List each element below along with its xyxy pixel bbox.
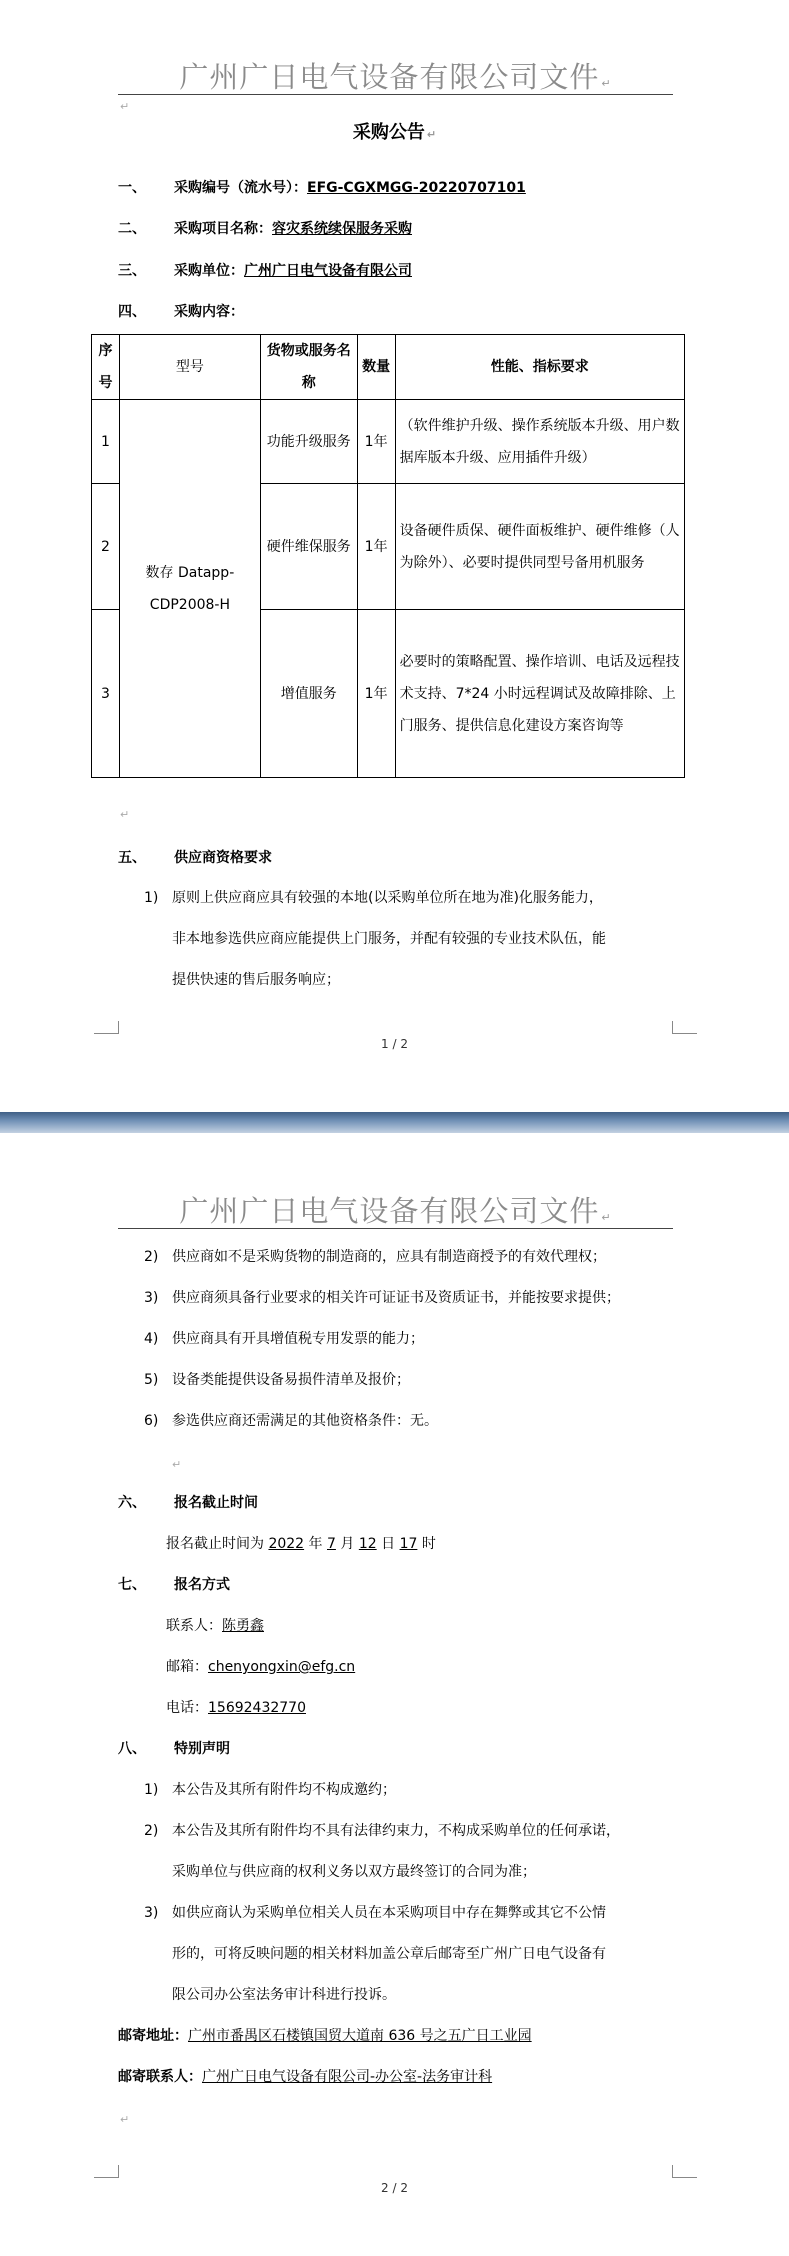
document-page-2 bbox=[0, 1133, 789, 2256]
section-declaration: 八、 特别声明 bbox=[118, 1741, 230, 1757]
qualification-item: 2) 供应商如不是采购货物的制造商的，应具有制造商授予的有效代理权； bbox=[144, 1249, 606, 1265]
cell-perf: 必要时的策略配置、操作培训、电话及远程技术支持、7*24 小时远程调试及故障排除、上门服务、提供信息化建设方案咨询等 bbox=[395, 610, 684, 778]
paragraph-mark: ↵ bbox=[172, 1458, 182, 1471]
qualification-item: 4) 供应商具有开具增值税专用发票的能力； bbox=[144, 1331, 424, 1347]
cell-goods: 增值服务 bbox=[260, 610, 357, 778]
mail-address: 邮寄地址：广州市番禺区石楼镇国贸大道南 636 号之五广日工业园 bbox=[118, 2028, 532, 2044]
qualification-item: 6) 参选供应商还需满足的其他资格条件：无。 bbox=[144, 1413, 438, 1429]
section-deadline: 六、 报名截止时间 bbox=[118, 1495, 258, 1511]
paragraph-mark: ↵ bbox=[120, 2113, 130, 2126]
qualification-item-line: 提供快速的售后服务响应； bbox=[172, 972, 340, 988]
section-qualifications: 五、 供应商资格要求 bbox=[118, 850, 272, 866]
document-page-1 bbox=[0, 0, 789, 1112]
declaration-item-line: 采购单位与供应商的权利义务以双方最终签订的合同为准； bbox=[172, 1864, 536, 1880]
procurement-table bbox=[91, 334, 685, 778]
qualification-item: 3) 供应商须具备行业要求的相关许可证证书及资质证书，并能按要求提供； bbox=[144, 1290, 620, 1306]
section-project-name: 二、 采购项目名称：容灾系统续保服务采购 bbox=[118, 221, 412, 237]
section-procurement-number: 一、 采购编号（流水号）：EFG-CGXMGG-20220707101 bbox=[118, 180, 526, 196]
letterhead-rule bbox=[118, 1228, 673, 1229]
mail-contact: 邮寄联系人：广州广日电气设备有限公司-办公室-法务审计科 bbox=[118, 2069, 493, 2085]
deadline-text: 报名截止时间为 2022 年 7 月 12 日 17 时 bbox=[166, 1536, 436, 1552]
table-header-row bbox=[92, 335, 685, 400]
declaration-item: 2) 本公告及其所有附件均不具有法律约束力，不构成采购单位的任何承诺， bbox=[144, 1823, 620, 1839]
contact-person: 联系人：陈勇鑫 bbox=[166, 1618, 264, 1634]
declaration-item: 3) 如供应商认为采购单位相关人员在本采购项目中存在舞弊或其它不公情 bbox=[144, 1905, 606, 1921]
letterhead-title: 广州广日电气设备有限公司文件 ↵ bbox=[179, 60, 612, 94]
header-model: 型号 bbox=[119, 335, 260, 400]
cell-seq: 1 bbox=[92, 400, 120, 484]
cell-qty: 1年 bbox=[357, 610, 395, 778]
cell-qty: 1年 bbox=[357, 484, 395, 610]
letterhead-rule bbox=[118, 94, 673, 95]
crop-mark bbox=[94, 1021, 119, 1034]
email-link[interactable]: chenyongxin@efg.cn bbox=[208, 1659, 356, 1675]
cell-qty: 1年 bbox=[357, 400, 395, 484]
cell-seq: 3 bbox=[92, 610, 120, 778]
qualification-item: 5) 设备类能提供设备易损件清单及报价； bbox=[144, 1372, 410, 1388]
header-goods: 货物或服务名称 bbox=[260, 335, 357, 400]
table-row bbox=[92, 400, 685, 484]
section-procurement-content: 四、 采购内容： bbox=[118, 304, 244, 320]
notice-title: 采购公告 ↵ bbox=[352, 122, 437, 143]
cell-goods: 功能升级服务 bbox=[260, 400, 357, 484]
letterhead-title: 广州广日电气设备有限公司文件 ↵ bbox=[179, 1194, 612, 1228]
declaration-item-line: 限公司办公室法务审计科进行投诉。 bbox=[172, 1987, 396, 2003]
paragraph-mark: ↵ bbox=[120, 808, 130, 821]
page-separator bbox=[0, 1112, 789, 1133]
cell-perf: （软件维护升级、操作系统版本升级、用户数据库版本升级、应用插件升级） bbox=[395, 400, 684, 484]
header-seq: 序号 bbox=[92, 335, 120, 400]
crop-mark bbox=[672, 1021, 697, 1034]
header-qty: 数量 bbox=[357, 335, 395, 400]
crop-mark bbox=[94, 2165, 119, 2178]
cell-perf: 设备硬件质保、硬件面板维护、硬件维修（人为除外）、必要时提供同型号备用机服务 bbox=[395, 484, 684, 610]
section-registration: 七、 报名方式 bbox=[118, 1577, 230, 1593]
declaration-item-line: 形的，可将反映问题的相关材料加盖公章后邮寄至广州广日电气设备有 bbox=[172, 1946, 606, 1962]
crop-mark bbox=[672, 2165, 697, 2178]
contact-phone: 电话：15692432770 bbox=[166, 1700, 306, 1716]
contact-email: 邮箱：chenyongxin@efg.cn bbox=[166, 1659, 356, 1675]
page-number: 2 / 2 bbox=[381, 2181, 408, 2195]
cell-goods: 硬件维保服务 bbox=[260, 484, 357, 610]
cell-seq: 2 bbox=[92, 484, 120, 610]
qualification-item-line: 非本地参选供应商应能提供上门服务，并配有较强的专业技术队伍，能 bbox=[172, 931, 606, 947]
header-perf: 性能、指标要求 bbox=[395, 335, 684, 400]
page-number: 1 / 2 bbox=[381, 1037, 408, 1051]
cell-model: 数存 Datapp-CDP2008-H bbox=[119, 400, 260, 778]
qualification-item: 1) 原则上供应商应具有较强的本地(以采购单位所在地为准)化服务能力， bbox=[144, 890, 603, 906]
section-procurement-unit: 三、 采购单位：广州广日电气设备有限公司 bbox=[118, 263, 412, 279]
declaration-item: 1) 本公告及其所有附件均不构成邀约； bbox=[144, 1782, 396, 1798]
paragraph-mark: ↵ bbox=[120, 100, 130, 113]
